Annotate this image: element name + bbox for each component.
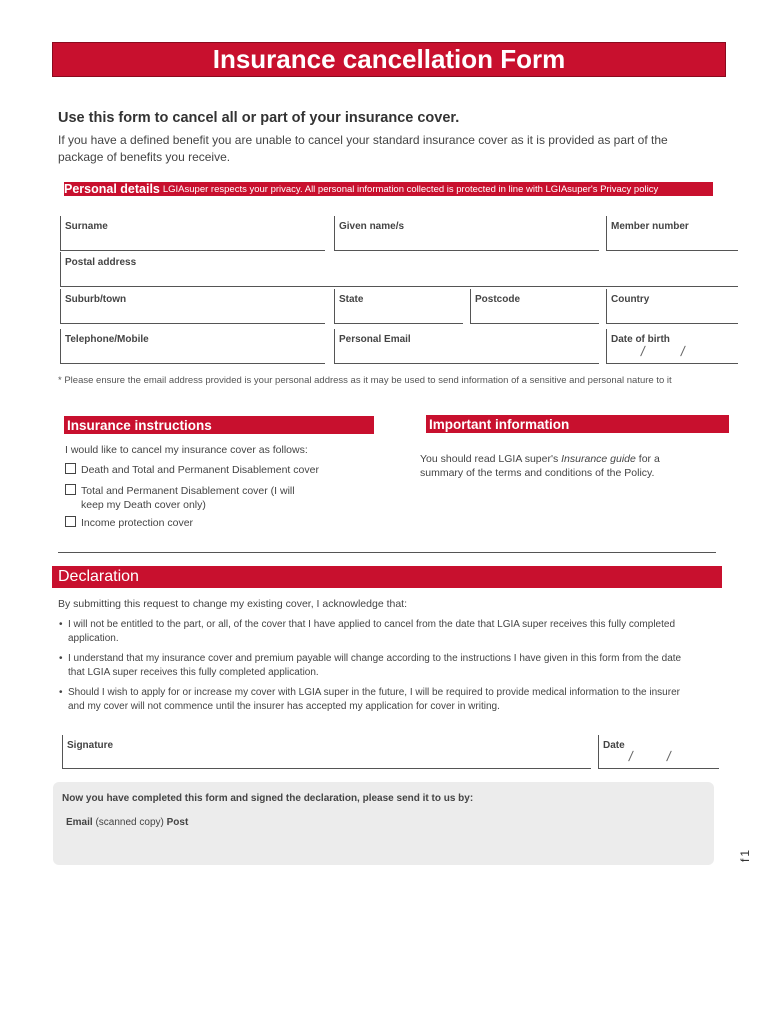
death-tpd-checkbox[interactable] <box>65 463 76 474</box>
declaration-bullet-text: Should I wish to apply for or increase my cover with LGIA super in the future, I will be required to provide medical information to the insurer and my cover will not commence until the insurer has accepted my application for cover in writing. <box>68 687 680 712</box>
death-tpd-label: Death and Total and Permanent Disablement cover <box>81 464 319 476</box>
email-note <box>58 375 678 387</box>
postal-address-label: Postal address <box>65 257 137 268</box>
declaration-bullet-2 <box>59 652 698 680</box>
form-code: f1 <box>738 847 752 862</box>
email-label: Personal Email <box>339 334 411 345</box>
section-divider <box>58 552 716 553</box>
postcode-label: Postcode <box>475 294 521 305</box>
country-field[interactable] <box>606 289 738 324</box>
privacy-statement: LGIAsuper respects your privacy. All personal information collected is protected in line with LGIAsuper's Privacy policy <box>162 183 659 195</box>
email-method-label: Email <box>66 817 93 828</box>
important-text-after: for a summary of the terms and conditions of the Policy. <box>420 453 660 479</box>
important-information-text <box>420 452 695 480</box>
member-number-label: Member number <box>611 221 689 232</box>
given-names-field[interactable] <box>334 216 599 251</box>
post-method-label: Post <box>166 817 189 828</box>
email-field[interactable] <box>334 329 599 364</box>
note-text: Please ensure the email address provided is your personal address as it may be used to send information of a sensitive and personal nature to it <box>64 375 672 386</box>
income-protection-label: Income protection cover <box>81 517 194 529</box>
member-number-field[interactable] <box>606 216 738 251</box>
dob-separator-1: / <box>639 343 647 359</box>
tpd-only-checkbox[interactable] <box>65 484 76 495</box>
date-separator-2: / <box>665 748 673 764</box>
country-label: Country <box>611 294 650 305</box>
declaration-date-field[interactable] <box>598 735 719 769</box>
submission-instructions-box <box>53 782 714 865</box>
bullet-dot: • <box>59 653 63 664</box>
signature-field[interactable] <box>62 735 591 769</box>
surname-field[interactable] <box>60 216 325 251</box>
state-field[interactable] <box>334 289 463 324</box>
tpd-only-label: Total and Permanent Disablement cover (I will keep my Death cover only) <box>81 485 295 511</box>
submission-methods <box>66 817 188 828</box>
insurance-guide-title: Insurance guide <box>561 453 636 465</box>
dob-label: Date of birth <box>611 334 670 345</box>
given-names-label: Given name/s <box>339 221 405 232</box>
note-asterisk: * <box>58 375 62 386</box>
declaration-bullet-1 <box>59 618 698 646</box>
date-separator-1: / <box>627 748 635 764</box>
dob-field[interactable] <box>606 329 738 364</box>
important-information-heading: Important information <box>426 415 729 433</box>
income-protection-checkbox[interactable] <box>65 516 76 527</box>
personal-details-heading: Personal details <box>64 182 160 196</box>
declaration-bullet-text: I understand that my insurance cover and premium payable will change according to the instructions I have given in this form from the date that LGIA super receives this fully completed application. <box>68 653 682 678</box>
signature-label: Signature <box>67 740 114 751</box>
declaration-date-label: Date <box>603 740 625 751</box>
bullet-dot: • <box>59 687 63 698</box>
declaration-bullet-text: I will not be entitled to the part, or all, of the cover that I have applied to cancel from the date that LGIA super receives this fully completed application. <box>68 619 676 644</box>
declaration-heading: Declaration <box>52 566 722 588</box>
declaration-bullet-3 <box>59 686 698 714</box>
state-label: State <box>339 294 364 305</box>
suburb-field[interactable] <box>60 289 325 324</box>
surname-label: Surname <box>65 221 108 232</box>
instructions-lead: I would like to cancel my insurance cover as follows: <box>65 444 308 456</box>
personal-details-header <box>64 182 713 196</box>
bullet-dot: • <box>59 619 63 630</box>
postcode-field[interactable] <box>470 289 599 324</box>
email-method-note: (scanned copy) <box>95 817 164 828</box>
telephone-field[interactable] <box>60 329 325 364</box>
postal-address-field[interactable] <box>60 252 738 287</box>
suburb-label: Suburb/town <box>65 294 127 305</box>
important-text-before: You should read LGIA super's <box>420 453 562 465</box>
submission-heading: Now you have completed this form and signed the declaration, please send it to us by: <box>62 793 474 804</box>
telephone-label: Telephone/Mobile <box>65 334 149 345</box>
dob-separator-2: / <box>679 343 687 359</box>
intro-heading: Use this form to cancel all or part of your insurance cover. <box>58 110 460 126</box>
insurance-instructions-heading: Insurance instructions <box>64 416 374 434</box>
declaration-lead: By submitting this request to change my existing cover, I acknowledge that: <box>58 598 408 610</box>
intro-text: If you have a defined benefit you are unable to cancel your standard insurance cover as it is provided as part of the package of benefits you receive. <box>58 133 668 164</box>
form-title: Insurance cancellation Form <box>52 42 726 77</box>
